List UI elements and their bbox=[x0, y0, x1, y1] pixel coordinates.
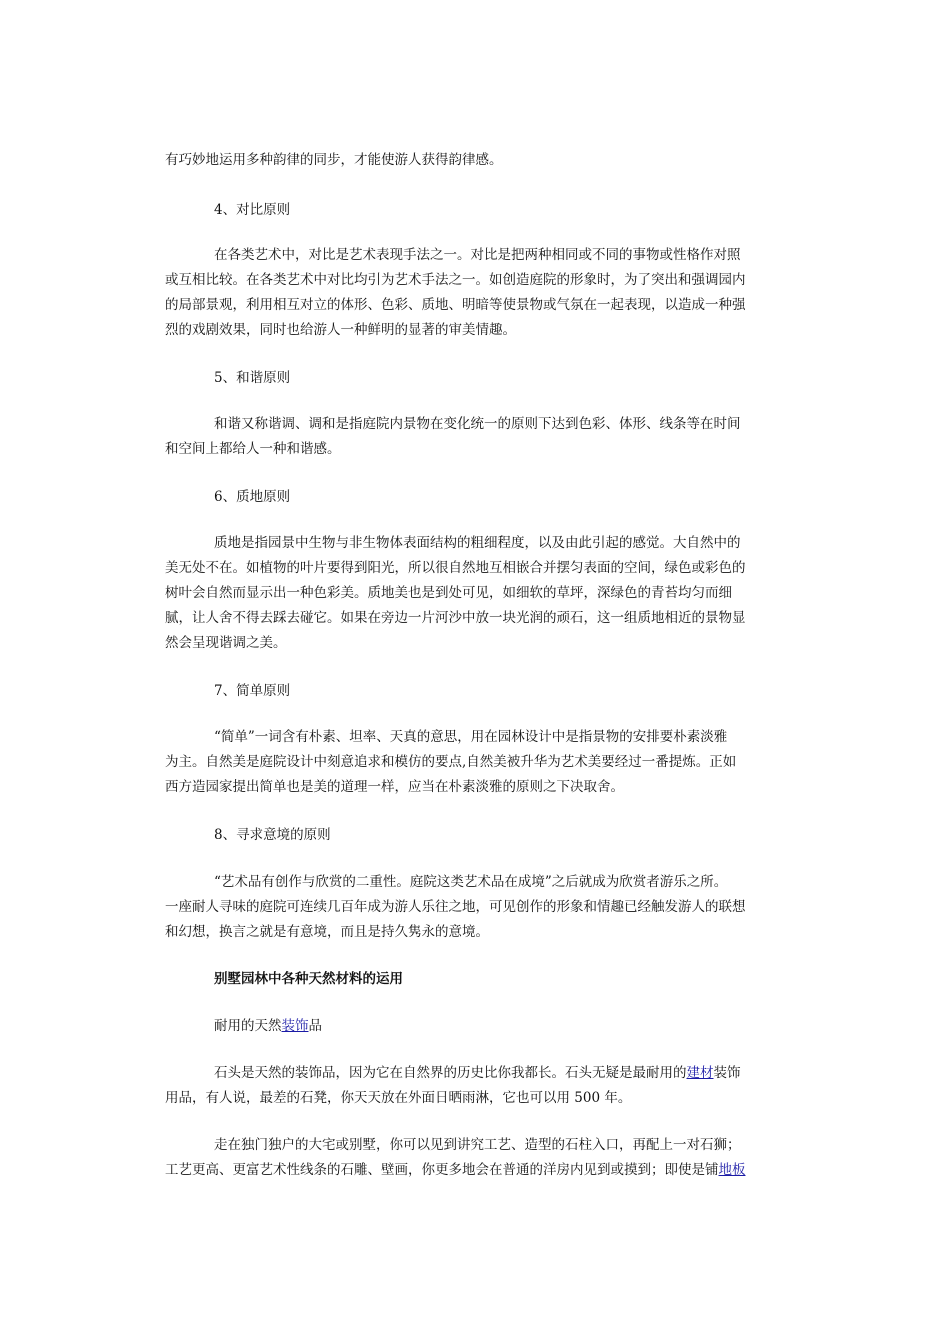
paragraph-line: 走在独门独户的大宅或别墅，你可以见到讲究工艺、造型的石柱入口，再配上一对石狮； bbox=[214, 1137, 741, 1153]
paragraph-line bbox=[165, 1160, 785, 1180]
paragraph-line: 腻，让人舍不得去踩去碰它。如果在旁边一片河沙中放一块光润的顽石，这一组质地相近的景物显 bbox=[165, 610, 746, 626]
subheading-text-end: 品 bbox=[308, 1018, 322, 1034]
building-materials-link[interactable]: 建材 bbox=[686, 1065, 714, 1081]
paragraph-text: 石头是天然的装饰品，因为它在自然界的历史比你我都长。石头无疑是最耐用的 bbox=[214, 1065, 687, 1081]
subheading bbox=[214, 1016, 834, 1036]
decoration-link[interactable]: 装饰 bbox=[281, 1018, 309, 1034]
section-title: 别墅园林中各种天然材料的运用 bbox=[214, 971, 403, 987]
paragraph-line: 和空间上都给人一种和谐感。 bbox=[165, 441, 341, 457]
heading-artistic-conception: 8、寻求意境的原则 bbox=[214, 827, 331, 843]
paragraph-line: 和谐又称谐调、调和是指庭院内景物在变化统一的原则下达到色彩、体形、线条等在时间 bbox=[214, 416, 741, 432]
paragraph-line: 美无处不在。如植物的叶片要得到阳光，所以很自然地互相嵌合并摆匀表面的空间，绿色或彩色的 bbox=[165, 560, 746, 576]
paragraph-line: “艺术品有创作与欣赏的二重性。庭院这类艺术品在成境”之后就成为欣赏者游乐之所。 bbox=[214, 874, 728, 890]
subheading-text: 耐用的天然 bbox=[214, 1018, 282, 1034]
paragraph-text: 工艺更高、更富艺术性线条的石雕、壁画，你更多地会在普通的洋房内见到或摸到；即使是铺 bbox=[165, 1162, 719, 1178]
paragraph-line: 的局部景观，利用相互对立的体形、色彩、质地、明暗等使景物或气氛在一起表现，以造成一种强 bbox=[165, 297, 746, 313]
paragraph-line: 然会呈现谐调之美。 bbox=[165, 635, 287, 651]
paragraph-line: 在各类艺术中，对比是艺术表现手法之一。对比是把两种相同或不同的事物或性格作对照 bbox=[214, 247, 741, 263]
paragraph-line: 西方造园家提出简单也是美的道理一样，应当在朴素淡雅的原则之下决取舍。 bbox=[165, 779, 624, 795]
heading-harmony: 5、和谐原则 bbox=[214, 370, 291, 386]
paragraph-line: 为主。自然美是庭院设计中刻意追求和模仿的要点,自然美被升华为艺术美要经过一番提炼。正如 bbox=[165, 754, 737, 770]
flooring-link[interactable]: 地板 bbox=[718, 1162, 746, 1178]
paragraph-line: “简单”一词含有朴素、坦率、天真的意思，用在园林设计中是指景物的安排要朴素淡雅 bbox=[214, 729, 728, 745]
paragraph-line: 有巧妙地运用多种韵律的同步，才能使游人获得韵律感。 bbox=[165, 152, 503, 168]
paragraph-line bbox=[214, 1063, 834, 1083]
heading-contrast: 4、对比原则 bbox=[214, 202, 291, 218]
paragraph-line: 质地是指园景中生物与非生物体表面结构的粗细程度，以及由此引起的感觉。大自然中的 bbox=[214, 535, 741, 551]
paragraph-text-end: 装饰 bbox=[713, 1065, 741, 1081]
heading-texture: 6、质地原则 bbox=[214, 489, 291, 505]
paragraph-line: 烈的戏剧效果，同时也给游人一种鲜明的显著的审美情趣。 bbox=[165, 322, 516, 338]
paragraph-line: 用品，有人说，最差的石凳，你天天放在外面日晒雨淋，它也可以用 500 年。 bbox=[165, 1090, 632, 1106]
paragraph-line: 或互相比较。在各类艺术中对比均引为艺术手法之一。如创造庭院的形象时，为了突出和强调园内 bbox=[165, 272, 746, 288]
paragraph-line: 树叶会自然而显示出一种色彩美。质地美也是到处可见，如细软的草坪，深绿色的青苔均匀而细 bbox=[165, 585, 732, 601]
paragraph-line: 一座耐人寻味的庭院可连续几百年成为游人乐往之地，可见创作的形象和情趣已经触发游人的联想 bbox=[165, 899, 746, 915]
paragraph-line: 和幻想，换言之就是有意境，而且是持久隽永的意境。 bbox=[165, 924, 489, 940]
heading-simplicity: 7、简单原则 bbox=[214, 683, 291, 699]
